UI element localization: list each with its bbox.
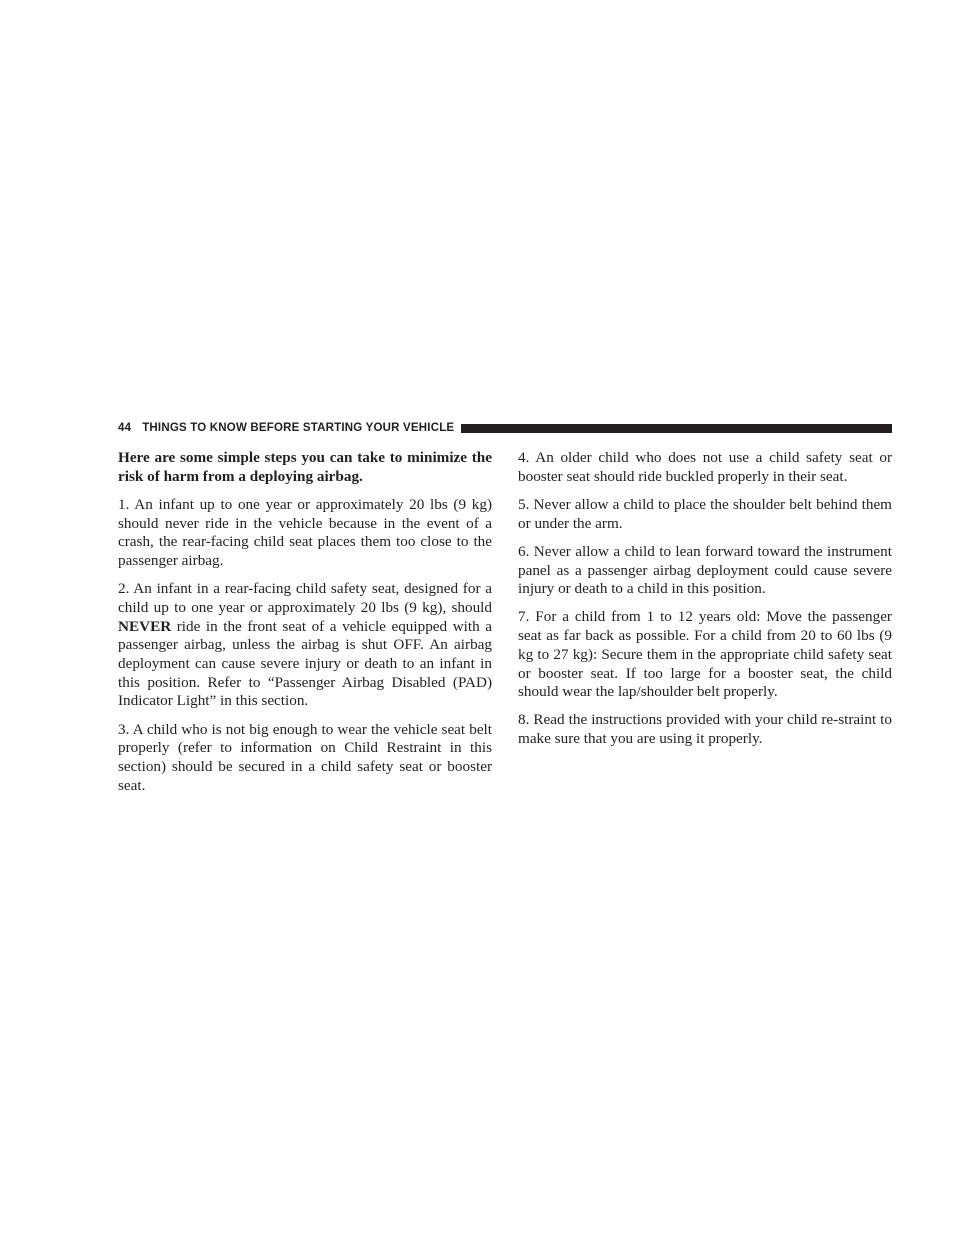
right-column	[518, 449, 892, 758]
left-column	[118, 449, 492, 805]
page-number: 44	[118, 422, 132, 434]
header-rule	[461, 424, 892, 433]
never-emphasis: NEVER	[118, 617, 172, 635]
step-5-paragraph: 5. Never allow a child to place the shoulder belt behind them or under the arm.	[518, 495, 892, 532]
step-6-paragraph: 6. Never allow a child to lean forward toward the instrument panel as a passenger airbag deployment could cause severe injury or death to a child in this position.	[518, 542, 892, 598]
step-1-paragraph: 1. An infant up to one year or approximately 20 lbs (9 kg) should never ride in the vehicle because in the event of a crash, the rear-facing child seat places them too close to the passenger airbag.	[118, 495, 492, 570]
step-8-paragraph: 8. Read the instructions provided with your child re-straint to make sure that you are using it properly.	[518, 711, 892, 748]
step-2-text-end: ride in the front seat of a vehicle equipped with a passenger airbag, unless the airbag is shut OFF. An airbag deployment can cause severe injury or death to an infant in this position. Refer to “Passenger Airbag Disabled (PAD) Indicator Light” in this section.	[118, 617, 492, 710]
step-3-paragraph: 3. A child who is not big enough to wear the vehicle seat belt properly (refer to information on Child Restraint in this section) should be secured in a child safety seat or booster seat.	[118, 720, 492, 794]
intro-paragraph: Here are some simple steps you can take to minimize the risk of harm from a deploying airbag.	[118, 449, 492, 485]
step-4-paragraph: 4. An older child who does not use a child safety seat or booster seat should ride buckled properly in their seat.	[518, 449, 892, 485]
step-7-paragraph: 7. For a child from 1 to 12 years old: Move the passenger seat as far back as possible. For a child from 20 to 60 lbs (9 kg to 27 kg): Secure them in the appropriate child safety seat or booster seat. If too large for a booster seat, the child should wear the lap/shoulder belt properly.	[518, 608, 892, 701]
step-2-paragraph	[118, 580, 492, 711]
page-header	[118, 419, 892, 437]
section-title: THINGS TO KNOW BEFORE STARTING YOUR VEHICLE	[142, 422, 455, 434]
step-2-text-start: 2. An infant in a rear-facing child safety seat, designed for a child up to one year or approximately 20 lbs (9 kg), should	[118, 580, 492, 616]
